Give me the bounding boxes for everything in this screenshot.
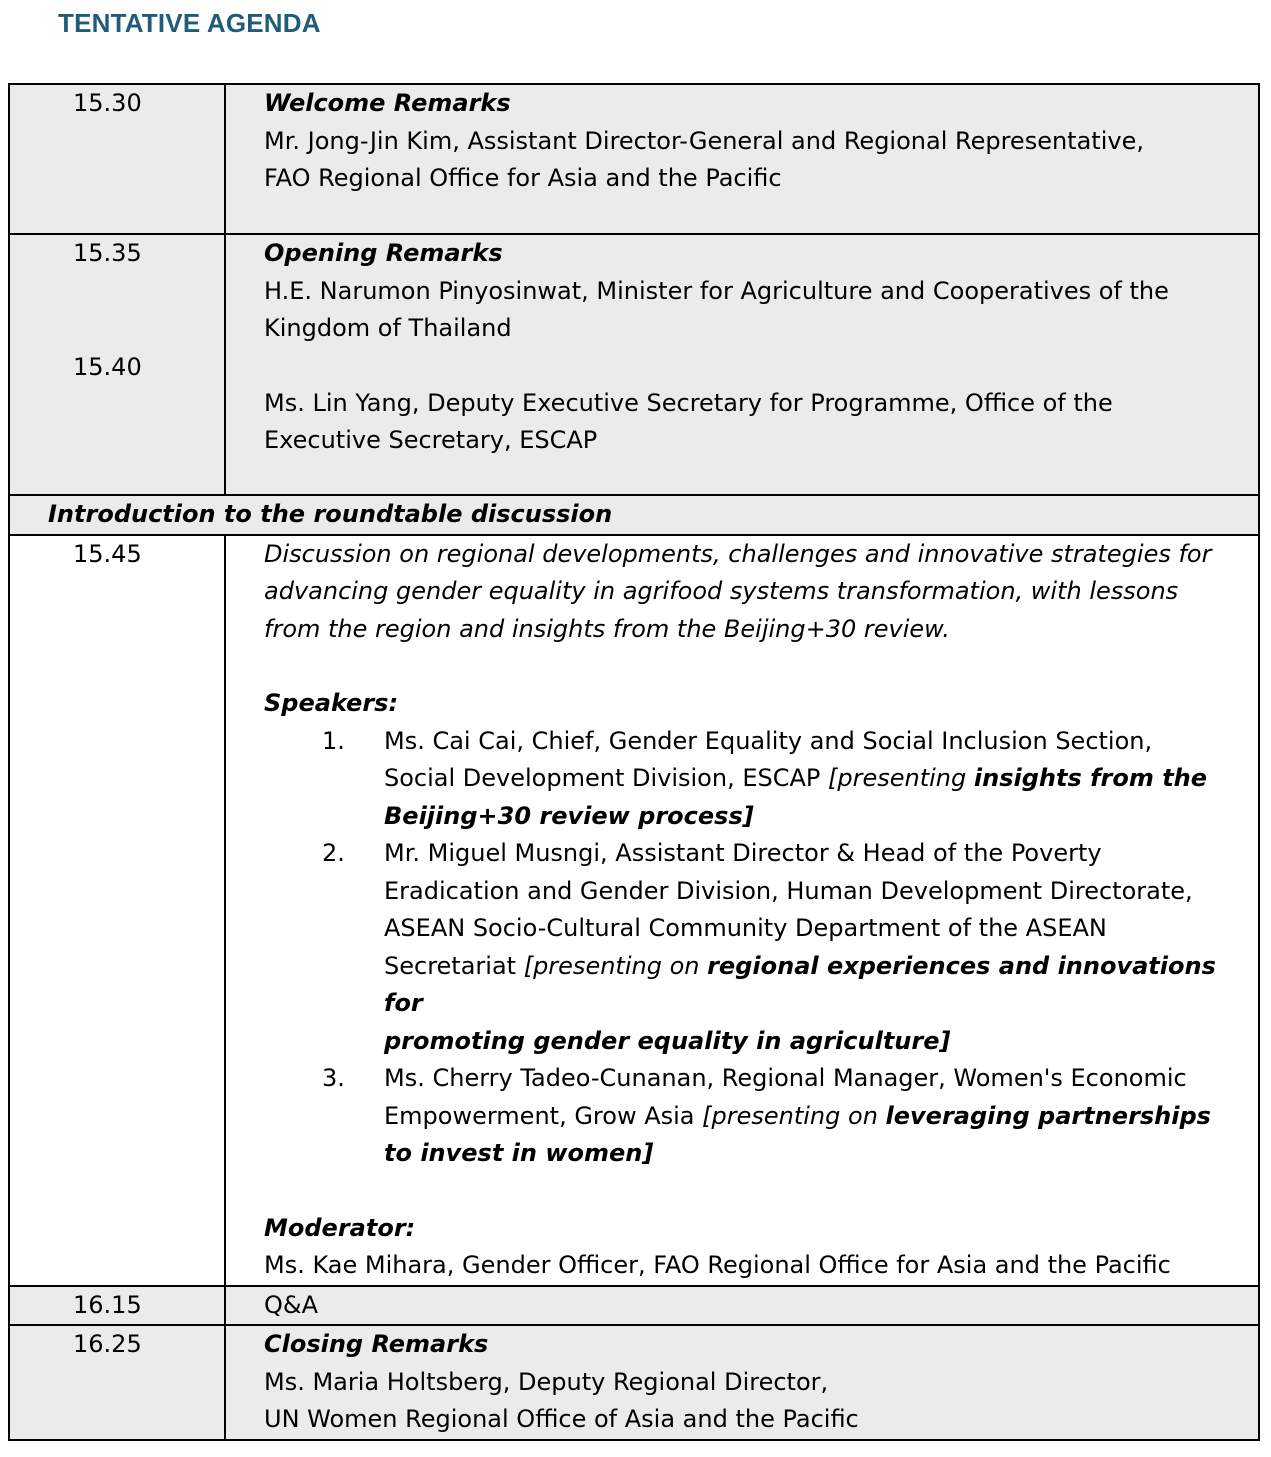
speaker-line: H.E. Narumon Pinyosinwat, Minister for Agriculture and Cooperatives of the	[264, 276, 1169, 305]
agenda-row-closing	[9, 1325, 1259, 1440]
speaker-list	[264, 723, 1240, 1173]
speaker-item	[264, 835, 1240, 1060]
speaker-item	[264, 723, 1240, 836]
qa-label: Q&A	[264, 1290, 319, 1319]
time-label: 15.45	[73, 539, 142, 568]
time-cell	[9, 234, 225, 495]
speaker-line: Ms. Cherry Tadeo-Cunanan, Regional Manager, Women's Economic	[384, 1064, 1187, 1092]
agenda-row-opening	[9, 234, 1259, 495]
speaker-line: Ms. Maria Holtsberg, Deputy Regional Director,	[264, 1367, 829, 1396]
content-cell	[225, 234, 1259, 495]
moderator-label: Moderator:	[264, 1213, 416, 1242]
speaker-item	[264, 1060, 1240, 1173]
discussion-description: Discussion on regional developments, challenges and innovative strategies for	[264, 539, 1212, 568]
agenda-row-discussion	[9, 535, 1259, 1286]
time-cell	[9, 1325, 225, 1440]
content-cell	[225, 1325, 1259, 1440]
time-cell	[9, 84, 225, 234]
session-title: Welcome Remarks	[264, 89, 511, 117]
presentation-topic: Beijing+30 review process]	[384, 801, 754, 830]
session-title: Opening Remarks	[264, 239, 503, 267]
presentation-topic: leveraging partnerships	[885, 1101, 1211, 1130]
presenting-prefix: [presenting	[828, 764, 974, 792]
presenting-prefix: [presenting on	[523, 951, 708, 980]
presentation-topic: regional experiences and innovations for	[384, 951, 1216, 1017]
time-label: 15.40	[73, 352, 142, 381]
discussion-description: from the region and insights from the Beijing+30 review.	[264, 614, 950, 643]
time-cell	[9, 535, 225, 1286]
content-cell	[225, 535, 1259, 1286]
time-label: 15.30	[73, 89, 142, 117]
presentation-topic: to invest in women]	[384, 1139, 654, 1167]
speaker-line: Mr. Jong-Jin Kim, Assistant Director-General and Regional Representative,	[264, 126, 1144, 155]
session-title: Closing Remarks	[264, 1330, 489, 1358]
agenda-row-welcome	[9, 84, 1259, 234]
page-title: TENTATIVE AGENDA	[58, 8, 321, 38]
speaker-line: Empowerment, Grow Asia	[384, 1101, 703, 1130]
speaker-line: Ms. Cai Cai, Chief, Gender Equality and Social Inclusion Section,	[384, 726, 1153, 755]
presenting-prefix: [presenting on	[702, 1101, 886, 1130]
moderator-line: Ms. Kae Mihara, Gender Officer, FAO Regional Office for Asia and the Pacific	[264, 1251, 1171, 1279]
time-cell	[9, 1286, 225, 1326]
presentation-topic: promoting gender equality in agriculture]	[384, 1026, 951, 1055]
speaker-line: Kingdom of Thailand	[264, 314, 512, 342]
agenda-table	[8, 83, 1260, 1441]
agenda-section-row	[9, 495, 1259, 535]
speaker-line: FAO Regional Office for Asia and the Pacific	[264, 164, 782, 192]
speaker-line: Social Development Division, ESCAP	[384, 764, 828, 792]
speaker-line: UN Women Regional Office of Asia and the Pacific	[264, 1405, 859, 1433]
speaker-number: 2.	[322, 839, 345, 867]
speaker-number: 3.	[322, 1064, 345, 1092]
speakers-label: Speakers:	[264, 689, 399, 717]
speaker-line: Executive Secretary, ESCAP	[264, 426, 598, 454]
time-label: 15.35	[73, 239, 142, 267]
content-cell	[225, 1286, 1259, 1326]
speaker-line: Eradication and Gender Division, Human Development Directorate,	[384, 876, 1193, 905]
speaker-line: Mr. Miguel Musngi, Assistant Director & Head of the Poverty	[384, 839, 1102, 867]
time-label: 16.25	[73, 1330, 142, 1358]
discussion-description: advancing gender equality in agrifood systems transformation, with lessons	[264, 577, 1179, 605]
agenda-row-qa	[9, 1286, 1259, 1326]
speaker-number: 1.	[322, 726, 345, 755]
speaker-line: Ms. Lin Yang, Deputy Executive Secretary for Programme, Office of the	[264, 388, 1113, 417]
content-cell	[225, 84, 1259, 234]
speaker-line: ASEAN Socio-Cultural Community Department of the ASEAN	[384, 914, 1107, 942]
time-label: 16.15	[73, 1290, 142, 1319]
presentation-topic: insights from the	[973, 764, 1208, 792]
section-heading: Introduction to the roundtable discussion	[9, 495, 1259, 535]
speaker-line: Secretariat	[384, 951, 524, 980]
